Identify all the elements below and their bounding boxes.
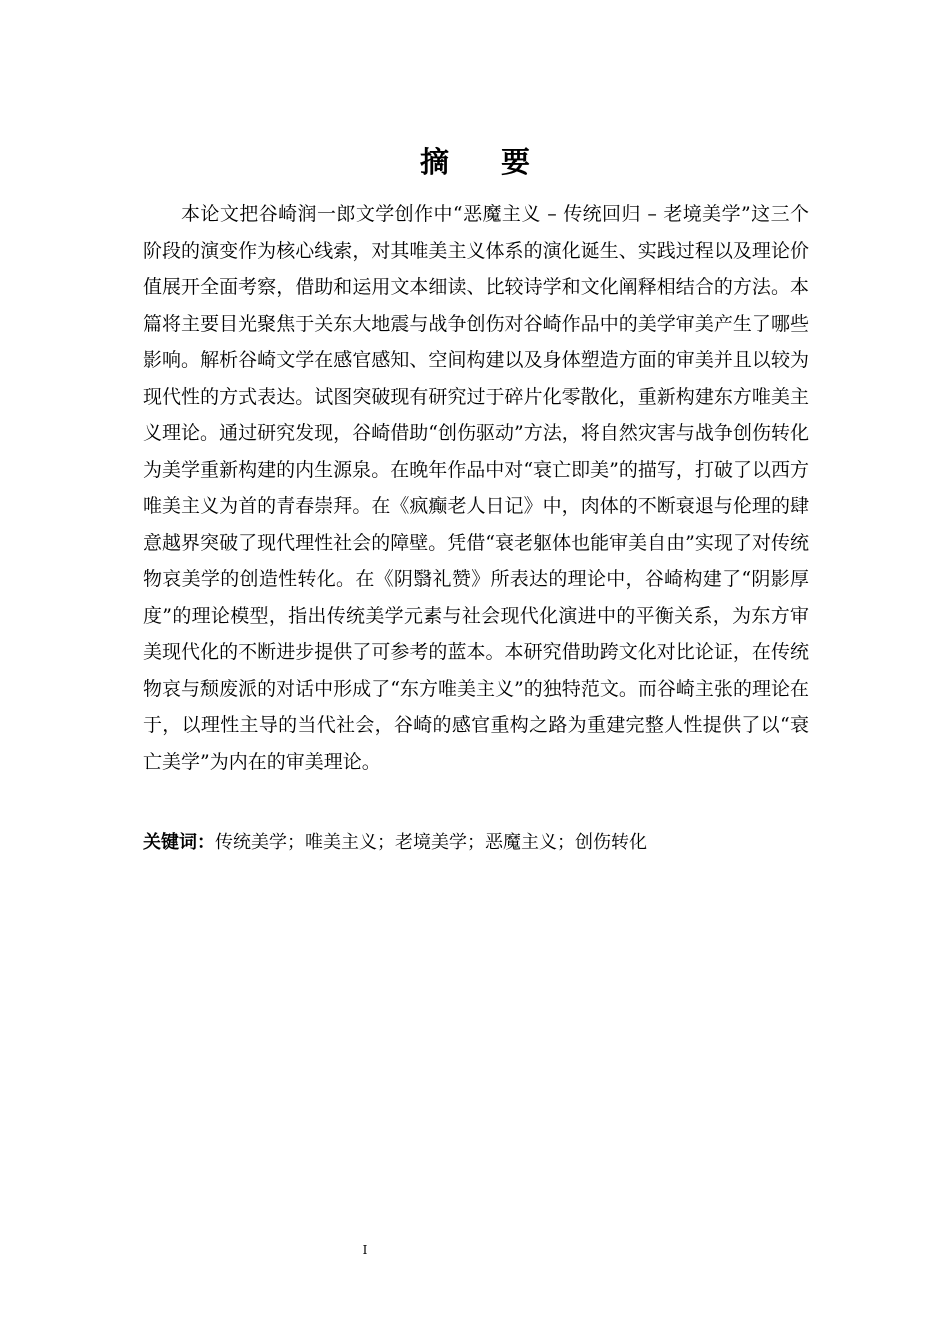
abstract-paragraph: 本论文把谷崎润一郎文学创作中“恶魔主义 – 传统回归 – 老境美学”这三个阶段的演变作为核心线索，对其唯美主义体系的演化诞生、实践过程以及理论价值展开全面考察，借助和运用文本细读、比较诗学和文化阐释相结合的方法。本篇将主要目光聚焦于关东大地震与战争创伤对谷崎作品中的美学审美产生了哪些影响。解析谷崎文学在感官感知、空间构建以及身体塑造方面的审美并且以较为现代性的方式表达。试图突破现有研究过于碎片化零散化，重新构建东方唯美主义理论。通过研究发现，谷崎借助“创伤驱动”方法，将自然灾害与战争创伤转化为美学重新构建的内生源泉。在晚年作品中对“衰亡即美”的描写，打破了以西方唯美主义为首的青春崇拜。在《疯癫老人日记》中，肉体的不断衰退与伦理的肆意越界突破了现代理性社会的障壁。凭借“衰老躯体也能审美自由”实现了对传统物哀美学的创造性转化。在《阴翳礼赞》所表达的理论中，谷崎构建了“阴影厚度”的理论模型，指出传统美学元素与社会现代化演进中的平衡关系，为东方审美现代化的不断进步提供了可参考的蓝本。本研究借助跨文化对比论证，在传统物哀与颓废派的对话中形成了“东方唯美主义”的独特范文。而谷崎主张的理论在于，以理性主导的当代社会，谷崎的感官重构之路为重建完整人性提供了以“衰亡美学”为内在的审美理论。 xyxy=(143,203,809,773)
abstract-title xyxy=(0,142,950,182)
title-char-1: 摘 xyxy=(419,145,449,179)
title-char-2: 要 xyxy=(501,145,531,179)
keywords-line xyxy=(143,828,809,858)
page-number: I xyxy=(362,1243,368,1257)
keywords-text: 传统美学；唯美主义；老境美学；恶魔主义；创伤转化 xyxy=(215,832,647,853)
keywords-label: 关键词： xyxy=(143,832,215,853)
